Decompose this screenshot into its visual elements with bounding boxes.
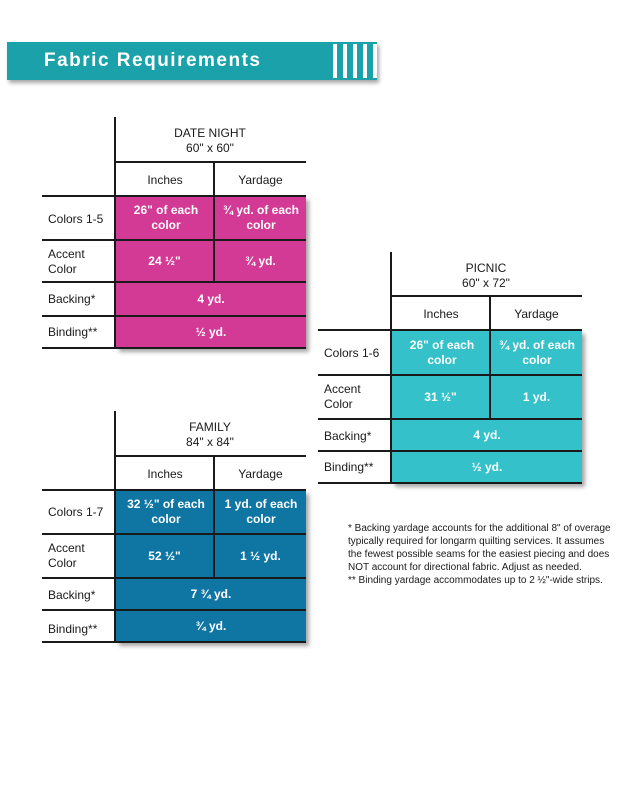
table-size: 60" x 72" — [462, 276, 510, 290]
row-label-binding: Binding** — [48, 622, 98, 636]
cell-colors-yardage: 1 yd. of each color — [224, 497, 298, 526]
cell-binding: ½ yd. — [195, 324, 227, 339]
cell-colors-inches: 26" of each color — [409, 337, 475, 367]
cell-colors-inches: 26" of each color — [133, 203, 199, 232]
banner-stripes-decoration — [333, 44, 377, 78]
row-label-accent: Accent Color — [48, 247, 85, 276]
column-header-inches: Inches — [147, 173, 183, 187]
column-header-yardage: Yardage — [238, 173, 283, 187]
column-header-yardage: Yardage — [238, 467, 283, 481]
row-label-colors: Colors 1-7 — [48, 505, 104, 519]
footnotes — [348, 522, 613, 587]
cell-accent-inches: 31 ½" — [424, 389, 457, 404]
row-label-colors: Colors 1-5 — [48, 212, 104, 226]
footnote-binding: ** Binding yardage accommodates up to 2 ½"-wide strips. — [348, 575, 603, 586]
column-header-inches: Inches — [147, 467, 183, 481]
cell-accent-inches: 52 ½" — [148, 548, 181, 563]
table-size: 84" x 84" — [186, 435, 234, 449]
cell-accent-yardage: 1 ½ yd. — [240, 548, 281, 563]
table-family — [42, 411, 312, 651]
table-title: FAMILY — [189, 420, 231, 434]
cell-accent-yardage: ¾ yd. — [245, 253, 276, 268]
row-label-accent: Accent Color — [324, 382, 361, 411]
row-label-binding: Binding** — [48, 325, 98, 339]
cell-accent-yardage: 1 yd. — [522, 389, 551, 404]
row-label-colors: Colors 1-6 — [324, 346, 380, 360]
cell-binding: ¾ yd. — [195, 618, 227, 633]
table-picnic — [318, 252, 588, 492]
cell-binding: ½ yd. — [471, 459, 503, 474]
table-size: 60" x 60" — [186, 141, 234, 155]
table-title: PICNIC — [465, 261, 507, 275]
cell-colors-yardage: ¾ yd. of each color — [222, 203, 300, 232]
column-header-inches: Inches — [423, 307, 459, 321]
row-label-backing: Backing* — [48, 588, 96, 602]
cell-backing: 4 yd. — [473, 427, 501, 442]
row-label-accent: Accent Color — [48, 541, 85, 570]
footnote-backing: * Backing yardage accounts for the additional 8" of overage typically required for longarm quilting services. It assumes the fewest possible seams for the easiest piecing and does NOT account for directional fabric. Adjust as needed. — [348, 523, 611, 573]
page-title: Fabric Requirements — [44, 50, 262, 71]
table-date-night — [42, 117, 312, 357]
column-header-yardage: Yardage — [514, 307, 559, 321]
row-label-backing: Backing* — [324, 429, 372, 443]
cell-backing: 4 yd. — [197, 291, 225, 306]
section-banner — [7, 42, 377, 80]
cell-accent-inches: 24 ½" — [148, 253, 181, 268]
row-label-backing: Backing* — [48, 292, 96, 306]
cell-colors-inches: 32 ½" of each color — [127, 497, 205, 526]
row-label-binding: Binding** — [324, 460, 374, 474]
cell-colors-yardage: ¾ yd. of each color — [498, 337, 576, 367]
cell-backing: 7 ¾ yd. — [190, 586, 232, 601]
table-title: DATE NIGHT — [174, 126, 246, 140]
